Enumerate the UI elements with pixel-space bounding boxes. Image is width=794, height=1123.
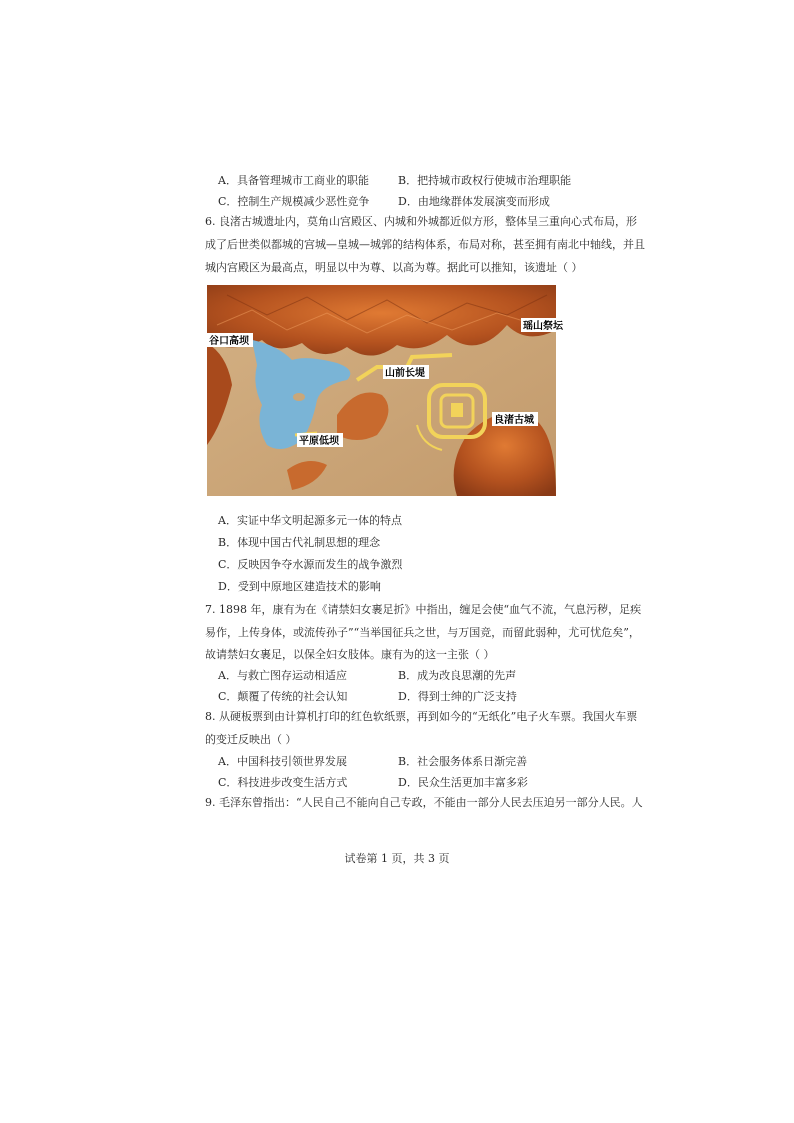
svg-text:平原低坝: 平原低坝: [299, 436, 339, 447]
liangzhu-site-map: [207, 285, 563, 496]
q7-option-row-2: [218, 688, 517, 704]
q8-option-row-1: [218, 753, 528, 769]
q7-option-b[interactable]: B．成为改良思潮的先声: [398, 669, 517, 682]
q8-stem-line-1: 8. 从硬板票到由计算机打印的红色软纸票，再到如今的“无纸化”电子火车票。我国火车票: [205, 710, 638, 723]
palace-area: [451, 403, 463, 417]
q6-stem-line-1: 6. 良渚古城遗址内，莫角山宫殿区、内城和外城都近似方形，整体呈三重向心式布局，形: [205, 215, 637, 228]
q7-option-c[interactable]: C．颠覆了传统的社会认知: [218, 690, 348, 703]
q7-stem-line-1: 7. 1898 年，康有为在《请禁妇女裹足折》中指出，缠足会使“血气不流，气息污秽，足疾: [205, 603, 642, 616]
q8-option-c[interactable]: C．科技进步改变生活方式: [218, 776, 348, 789]
label-front-levee: [383, 365, 429, 379]
q8-stem-line-2: 的变迁反映出（ ）: [205, 733, 297, 746]
q6-option-b[interactable]: B．体现中国古代礼制思想的理念: [218, 536, 381, 549]
q7-option-row-1: [218, 667, 517, 683]
q8-option-row-2: [218, 774, 528, 790]
q9-stem-line-1: 9. 毛泽东曾指出：“人民自己不能向自己专政，不能由一部分人民去压迫另一部分人民。人: [205, 796, 643, 809]
svg-text:谷口高坝: 谷口高坝: [209, 336, 249, 347]
q6-stem-line-3: 城内宫殿区为最高点，明显以中为尊、以高为尊。据此可以推知，该遗址（ ）: [205, 261, 583, 274]
svg-text:良渚古城: 良渚古城: [494, 415, 534, 426]
label-plain-dam: [297, 433, 343, 447]
q6-stem-line-2: 成了后世类似都城的宫城—皇城—城郭的结构体系，布局对称，甚至拥有南北中轴线，并且: [205, 238, 645, 251]
q6-option-d[interactable]: D．受到中原地区建造技术的影响: [218, 580, 381, 593]
q5-option-a[interactable]: A．具备管理城市工商业的职能: [218, 174, 369, 187]
q5-option-row-1: [218, 172, 572, 188]
q7-stem-line-2: 易作，上传身体，或流传孙子”“当举国征兵之世，与万国竞，而留此弱种，尤可忧危矣”，: [205, 626, 640, 639]
page-footer: 试卷第 1 页，共 3 页: [344, 852, 450, 865]
q6-option-a[interactable]: A．实证中华文明起源多元一体的特点: [218, 514, 402, 527]
island: [293, 393, 305, 401]
q7-option-d[interactable]: D．得到士绅的广泛支持: [398, 690, 517, 703]
q8-option-b[interactable]: B．社会服务体系日渐完善: [398, 755, 528, 768]
q7-stem-line-3: 故请禁妇女裹足，以保全妇女肢体。康有为的这一主张（ ）: [205, 648, 495, 661]
q7-option-a[interactable]: A．与救亡图存运动相适应: [218, 669, 347, 682]
svg-text:山前长堤: 山前长堤: [385, 368, 425, 379]
label-yaoshan-altar: [521, 318, 565, 332]
q8-option-d[interactable]: D．民众生活更加丰富多彩: [398, 776, 528, 789]
q6-option-c[interactable]: C．反映因争夺水源而发生的战争激烈: [218, 558, 403, 571]
label-valley-dam: [207, 333, 253, 347]
q5-option-d[interactable]: D．由地缘群体发展演变而形成: [398, 195, 550, 208]
label-liangzhu-city: [492, 412, 538, 426]
q5-option-b[interactable]: B．把持城市政权行使城市治理职能: [398, 174, 572, 187]
q8-option-a[interactable]: A．中国科技引领世界发展: [218, 755, 347, 768]
svg-text:瑶山祭坛: 瑶山祭坛: [523, 321, 563, 332]
q5-option-c[interactable]: C．控制生产规模减少恶性竞争: [218, 195, 370, 208]
q5-option-row-2: [218, 193, 550, 209]
